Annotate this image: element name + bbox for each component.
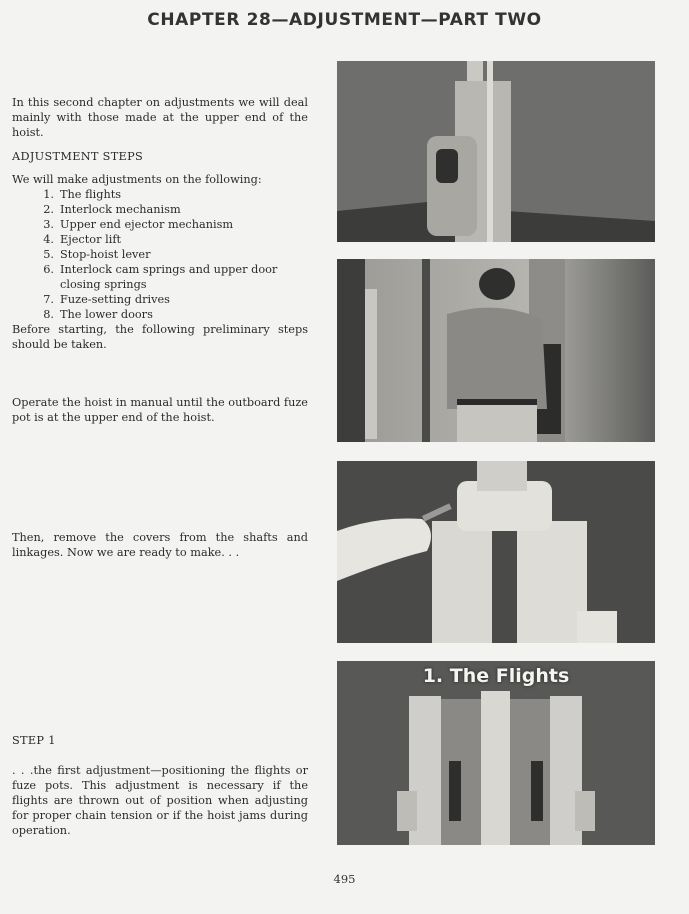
hoist-photo-image [337,61,655,242]
photo-caption-the-flights: 1. The Flights [422,665,570,687]
the-flights-image [337,661,655,845]
adjustment-steps-section [12,172,308,352]
adjustment-steps-heading: ADJUSTMENT STEPS [12,150,144,163]
step1-paragraph: . . .the first adjustment—positioning the flights or fuze pots. This adjustment is necessary if the flights are thrown out of position when adjusting for proper chain tension or if the hoist jams during operation. [12,764,308,837]
intro-paragraph: In this second chapter on adjustments we will deal mainly with those made at the upper end of the hoist. [12,96,308,139]
list-item: 3. Upper end ejector mechanism [43,218,234,231]
photo-the-flights [337,661,655,845]
removing-covers-image [337,461,655,643]
photo-hoist-upper-end [337,61,655,242]
list-item: 1. The flights [43,188,122,201]
operate-hoist-paragraph: Operate the hoist in manual until the outboard fuze pot is at the upper end of the hoist. [12,396,308,424]
list-item: 8. The lower doors [43,308,153,321]
list-item: 4. Ejector lift [43,233,122,246]
list-item: 7. Fuze-setting drives [43,293,170,306]
remove-covers-paragraph: Then, remove the covers from the shafts and linkages. Now we are ready to make. . . [12,531,308,559]
adjustment-steps-list [12,187,308,322]
list-item: 5. Stop-hoist lever [43,248,151,261]
chapter-title: CHAPTER 28—ADJUSTMENT—PART TWO [147,10,542,30]
preliminary-steps-note: Before starting, the following preliminary steps should be taken. [12,323,308,351]
page-number: 495 [333,872,356,886]
list-item: 2. Interlock mechanism [43,203,181,216]
photo-removing-covers [337,461,655,643]
adjustment-steps-lead: We will make adjustments on the following: [12,173,262,186]
man-at-hoist-image [337,259,655,442]
photo-man-at-hoist [337,259,655,442]
step1-heading: STEP 1 [12,734,56,747]
list-item: 6. Interlock cam springs and upper door closing springs [43,263,278,291]
